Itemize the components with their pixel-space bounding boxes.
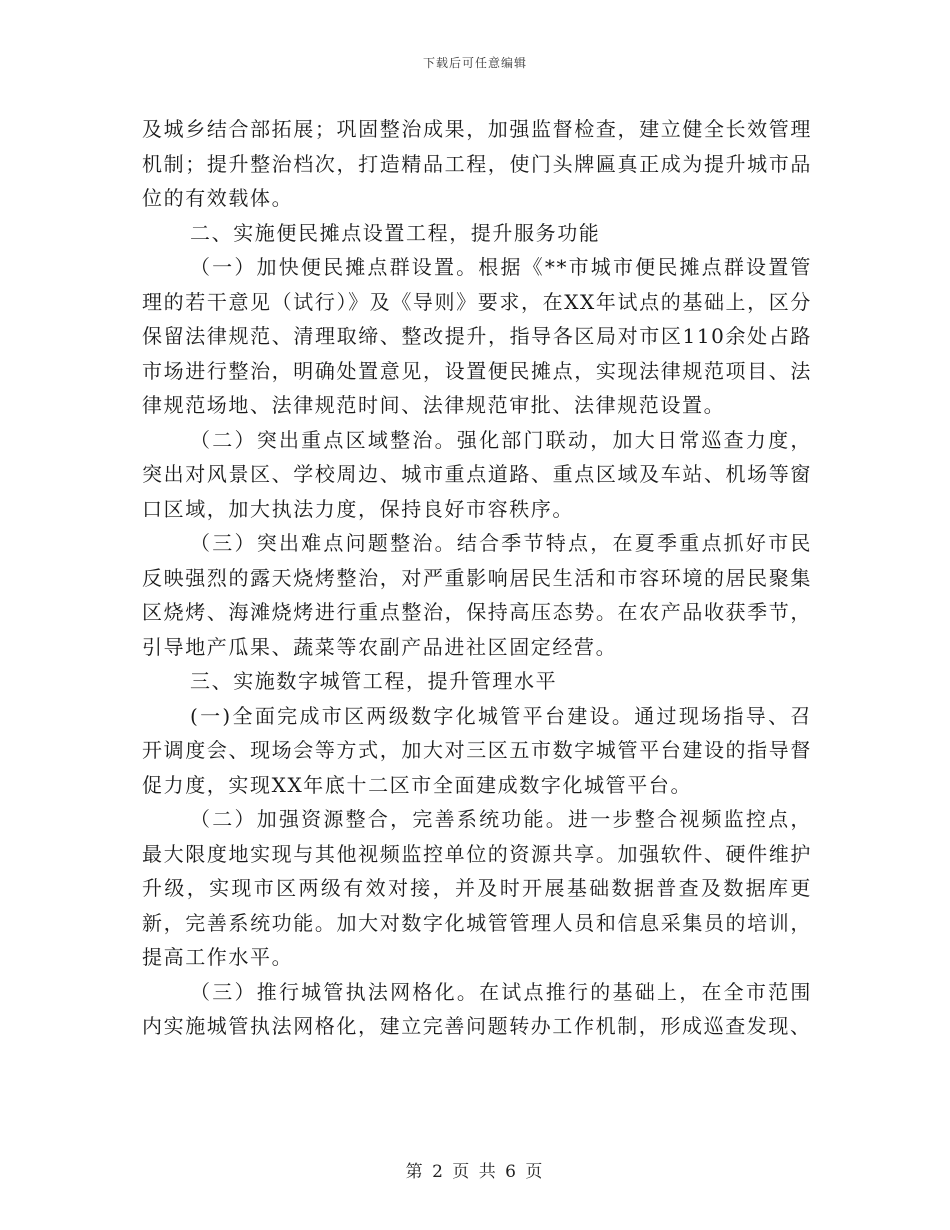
paragraph-2-2: （二）突出重点区域整治。强化部门联动，加大日常巡查力度，突出对风景区、学校周边、城市重点道路、重点区域及车站、机场等窗口区域，加大执法力度，保持良好市容秩序。 [142, 427, 812, 521]
paragraph-continuation: 及城乡结合部拓展；巩固整治成果，加强监督检查，建立健全长效管理机制；提升整治档次，打造精品工程，使门头牌匾真正成为提升城市品位的有效载体。 [142, 117, 812, 210]
section-heading-3: 三、实施数字城管工程，提升管理水平 [190, 669, 558, 693]
document-body [142, 112, 812, 1044]
section-heading-2: 二、实施便民摊点设置工程，提升服务功能 [190, 220, 601, 245]
paragraph-2-1: （一）加快便民摊点群设置。根据《**市城市便民摊点群设置管理的若干意见（试行）》及《导则》要求，在XX年试点的基础上，区分保留法律规范、清理取缔、整改提升，指导各区局对市区110余处占路市场进行整治，明确处置意见，设置便民摊点，实现法律规范项目、法律规范场地、法律规范时间、法律规范审批、法律规范设置。 [142, 255, 812, 417]
paragraph-3-2: （二）加强资源整合，完善系统功能。进一步整合视频监控点，最大限度地实现与其他视频监控单位的资源共享。加强软件、硬件维护升级，实现市区两级有效对接，并及时开展基础数据普查及数据库更新，完善系统功能。加大对数字化城管管理人员和信息采集员的培训，提高工作水平。 [142, 807, 812, 969]
paragraph-3-1: (一)全面完成市区两级数字化城管平台建设。通过现场指导、召开调度会、现场会等方式，加大对三区五市数字城管平台建设的指导督促力度，实现XX年底十二区市全面建成数字化城管平台。 [142, 703, 812, 797]
page-header: 下载后可任意编辑 [422, 56, 527, 70]
page-footer: 第 2 页 共 6 页 [405, 1162, 545, 1182]
paragraph-3-3: （三）推行城管执法网格化。在试点推行的基础上，在全市范围内实施城管执法网格化，建立完善问题转办工作机制，形成巡查发现、 [142, 979, 812, 1038]
paragraph-2-3: （三）突出难点问题整治。结合季节特点，在夏季重点抓好市民反映强烈的露天烧烤整治，对严重影响居民生活和市容环境的居民聚集区烧烤、海滩烧烤进行重点整治，保持高压态势。在农产品收获季节，引导地产瓜果、蔬菜等农副产品进社区固定经营。 [142, 531, 812, 659]
